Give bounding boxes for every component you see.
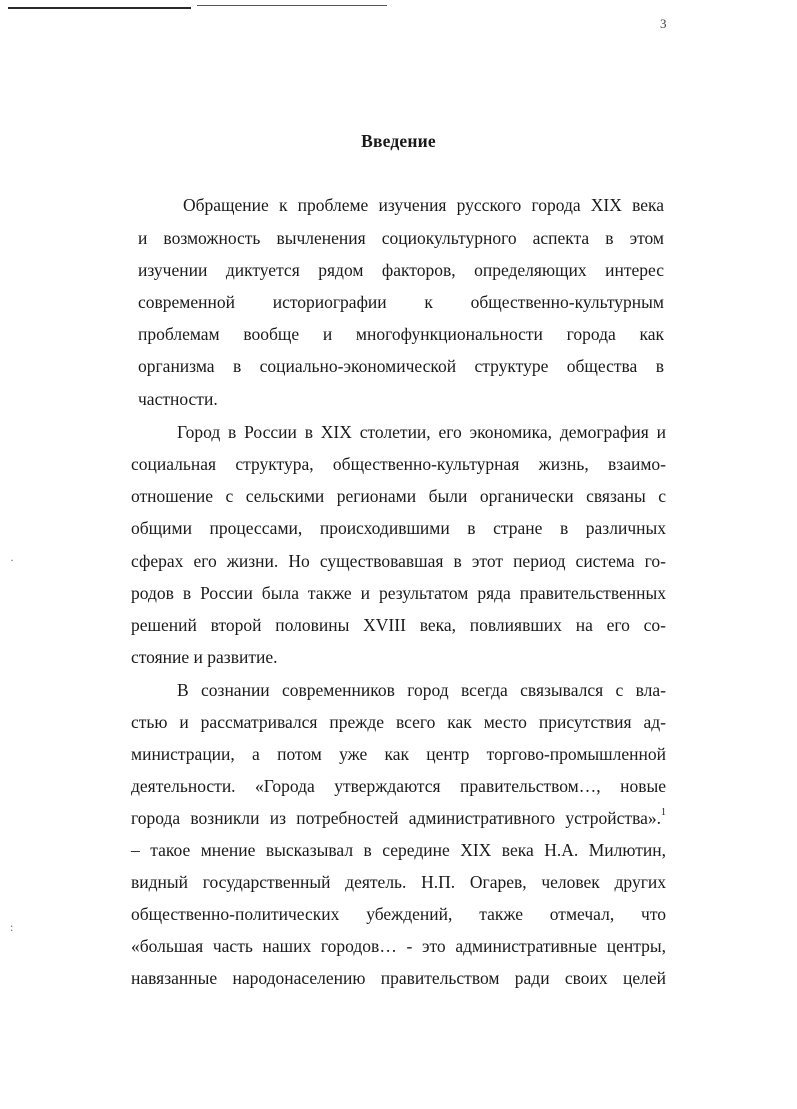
paragraph-line: стояние и развитие.: [131, 647, 278, 667]
footnote-ref: 1: [661, 807, 666, 818]
paragraph-line: современной историографии к общественно-культурным: [138, 292, 664, 312]
paragraph-line: родов в России была также и результатом ряда правительственных: [131, 583, 666, 603]
paragraph-line-text: города возникли из потребностей административного устройства».: [131, 808, 661, 828]
page-number: 3: [660, 16, 667, 31]
scan-edge-line: [8, 7, 191, 9]
paragraph-line: стью и рассматривался прежде всего как место присутствия ад-: [131, 712, 666, 732]
scan-speck: :: [10, 920, 14, 934]
paragraph-line: социальная структура, общественно-культурная жизнь, взаимо-: [131, 454, 666, 474]
paragraph-line: – такое мнение высказывал в середине XIX века Н.А. Милютин,: [131, 840, 666, 860]
paragraph-line: деятельности. «Города утверждаются правительством…, новые: [131, 776, 666, 796]
paragraph-line: отношение с сельскими регионами были органически связаны с: [131, 486, 666, 506]
paragraph-line: организма в социально-экономической структуре общества в: [138, 356, 664, 376]
paragraph-line: В сознании современников город всегда связывался с вла-: [177, 680, 666, 700]
paragraph-line-with-footnote: [131, 806, 666, 830]
paragraph-line: и возможность вычленения социокультурного аспекта в этом: [138, 228, 664, 248]
paragraph-line: изучении диктуется рядом факторов, определяющих интерес: [138, 260, 664, 280]
scan-edge-line: [197, 5, 387, 6]
paragraph-line: «большая часть наших городов… - это административные центры,: [131, 936, 666, 956]
paragraph-line: навязанные народонаселению правительством ради своих целей: [131, 968, 666, 988]
page-title: Введение: [361, 131, 436, 151]
paragraph-line: Обращение к проблеме изучения русского города XIX века: [183, 195, 664, 215]
paragraph-line: частности.: [138, 389, 218, 409]
paragraph-line: Город в России в XIX столетии, его экономика, демография и: [177, 422, 666, 442]
paragraph-line: сферах его жизни. Но существовавшая в этот период система го-: [131, 551, 666, 571]
paragraph-line: министрации, а потом уже как центр торгово-промышленной: [131, 744, 666, 764]
scan-speck: ·: [10, 553, 14, 567]
paragraph-line: общими процессами, происходившими в стране в различных: [131, 518, 666, 538]
paragraph-line: решений второй половины XVIII века, повлиявших на его со-: [131, 615, 666, 635]
paragraph-line: проблемам вообще и многофункциональности города как: [138, 324, 664, 344]
paragraph-line: общественно-политических убеждений, также отмечал, что: [131, 904, 666, 924]
paragraph-line: видный государственный деятель. Н.П. Огарев, человек других: [131, 872, 666, 892]
